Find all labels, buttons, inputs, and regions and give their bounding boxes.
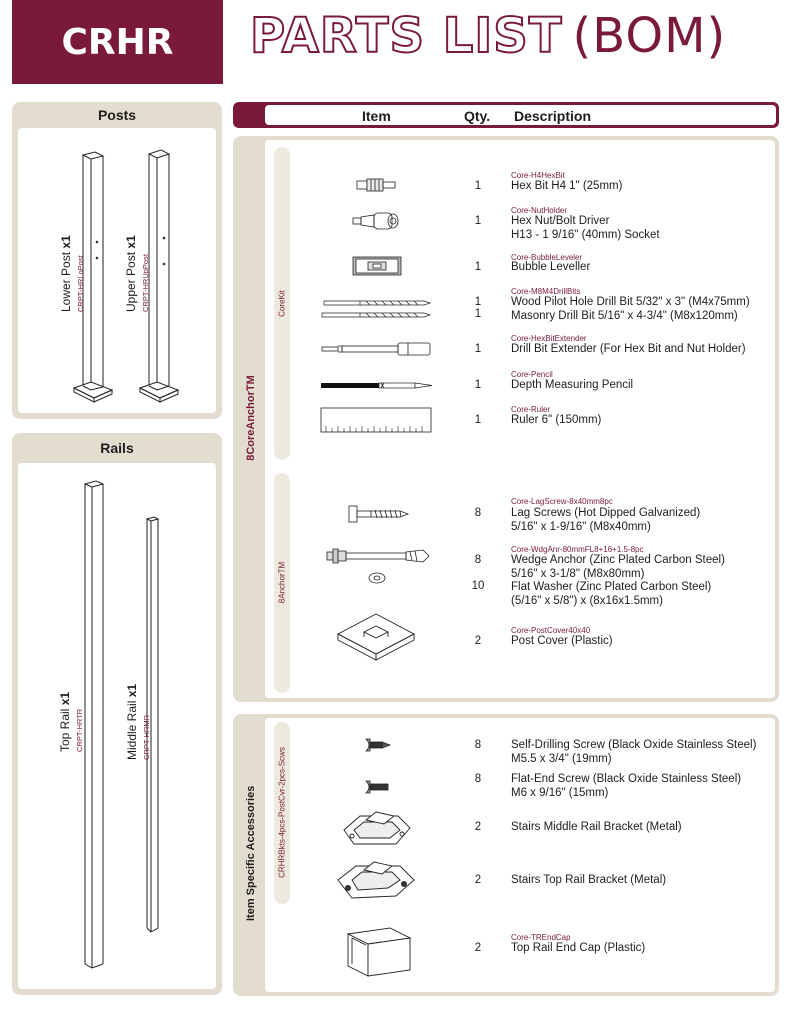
rails-panel-body — [18, 463, 216, 989]
end-cap-icon — [344, 924, 414, 978]
item-desc: Lag Screws (Hot Dipped Galvanized) 5/16" x 1-9/16" (M8x40mm) — [511, 507, 701, 533]
item-desc: Flat-End Screw (Black Oxide Stainless Steel) M6 x 9/16" (15mm) — [511, 773, 742, 799]
item-qty: 1 — [474, 414, 482, 426]
hex-bit-icon — [356, 178, 398, 192]
post-cover-icon — [336, 610, 416, 662]
accessories-group-label: Item Specific Accessories — [245, 785, 257, 921]
anchor-group-label: 8CoreAnchorTM — [245, 375, 257, 461]
upper-post-label: Upper Post x1 CRPT-HRUpPost — [124, 235, 150, 312]
wedge-anchor-icon — [325, 546, 433, 586]
item-qty: 8 — [474, 739, 482, 751]
ruler-icon — [320, 407, 432, 433]
drill-bits-icon — [320, 296, 432, 322]
anchor-group — [233, 136, 779, 702]
accessories-subkit-label: CRHRBkts-4pcs-PostCvr-2pcs-Scws — [277, 747, 287, 878]
lag-screw-icon — [348, 504, 410, 524]
bit-extender-icon — [320, 342, 432, 356]
item-desc: Top Rail End Cap (Plastic) — [511, 942, 646, 954]
item-qty: 1 1 — [474, 296, 482, 320]
item-qty: 2 — [474, 635, 482, 647]
item-qty: 1 — [474, 180, 482, 192]
item-qty: 1 — [474, 379, 482, 391]
item-desc: Hex Nut/Bolt Driver H13 - 1 9/16" (40mm) Socket — [511, 215, 660, 241]
item-desc: Wood Pilot Hole Drill Bit 5/32" x 3" (M4x75mm) Masonry Drill Bit 5/16" x 4-3/4" (M8x120mm) — [511, 296, 750, 322]
item-qty: 1 — [474, 261, 482, 273]
item-qty: 8 10 — [471, 554, 485, 592]
item-desc: Self-Drilling Screw (Black Oxide Stainless Steel) M5.5 x 3/4" (19mm) — [511, 739, 757, 765]
item-qty: 1 — [474, 343, 482, 355]
item-qty: 8 — [474, 507, 482, 519]
item-desc: Stairs Middle Rail Bracket (Metal) — [511, 821, 682, 833]
item-code: Core-TREndCap — [511, 933, 571, 942]
corekit-label: CoreKit — [277, 290, 287, 317]
item-desc: Post Cover (Plastic) — [511, 635, 613, 647]
item-desc: Stairs Top Rail Bracket (Metal) — [511, 874, 667, 886]
item-code: Core-M8M4DrillBits — [511, 287, 581, 296]
column-description: Description — [514, 108, 592, 124]
middle-rail-label: Middle Rail x1 CRPT-HRMR — [125, 683, 151, 760]
anchor-subkit-label: 8AnchorTM — [277, 561, 287, 604]
top-rail-label: Top Rail x1 CRPT-HRTR — [58, 691, 84, 752]
bubble-level-icon — [352, 256, 402, 276]
item-desc: Hex Bit H4 1" (25mm) — [511, 180, 623, 192]
lower-post-label: Lower Post x1 CRPT-HRLoPost — [59, 235, 85, 312]
top-rail-drawing — [84, 480, 106, 970]
flat-end-screw-icon — [364, 779, 392, 795]
item-qty: 2 — [474, 874, 482, 886]
item-qty: 8 — [474, 773, 482, 785]
item-desc: Ruler 6" (150mm) — [511, 414, 602, 426]
item-code: Core-NutHolder — [511, 206, 568, 215]
item-code: Core-Pencil — [511, 370, 553, 379]
item-desc: Wedge Anchor (Zinc Plated Carbon Steel) 5/16" x 3-1/8" (M8x80mm) Flat Washer (Zinc Plated Carbon Steel) (5/16" x 5/8") x (8x16x1.5mm) — [511, 554, 725, 607]
item-code: Core-Ruler — [511, 405, 551, 414]
pencil-icon — [320, 380, 434, 392]
item-qty: 1 — [474, 215, 482, 227]
top-bracket-icon — [334, 858, 418, 904]
item-code: Core-PostCover40x40 — [511, 626, 591, 635]
rails-panel-title: Rails — [100, 440, 134, 456]
column-qty: Qty. — [464, 108, 491, 124]
item-code: Core-WdgAnr-80mmFL8+16+1.5-8pc — [511, 545, 644, 554]
self-drilling-screw-icon — [364, 737, 392, 753]
page-title: PARTS LIST (BOM) — [250, 8, 727, 64]
brand-logo — [12, 0, 223, 84]
posts-panel-title: Posts — [97, 107, 137, 123]
item-qty: 2 — [474, 942, 482, 954]
item-desc: Depth Measuring Pencil — [511, 379, 634, 391]
item-code: Core-HexBitExtender — [511, 334, 587, 343]
nut-driver-icon — [352, 212, 404, 230]
column-header-bar — [233, 102, 779, 128]
brand-text: CRHR — [61, 21, 174, 63]
item-desc: Bubble Leveller — [511, 261, 591, 273]
item-code: Core-H4HexBit — [511, 171, 565, 180]
rails-panel — [12, 433, 222, 995]
middle-bracket-icon — [340, 806, 414, 852]
item-code: Core-BubbleLeveler — [511, 253, 583, 262]
column-item: Item — [362, 108, 391, 124]
title-suffix: (BOM) — [572, 8, 727, 64]
item-qty: 2 — [474, 821, 482, 833]
item-desc: Drill Bit Extender (For Hex Bit and Nut Holder) — [511, 343, 746, 355]
item-code: Core-LagScrew-8x40mm8pc — [511, 497, 613, 506]
